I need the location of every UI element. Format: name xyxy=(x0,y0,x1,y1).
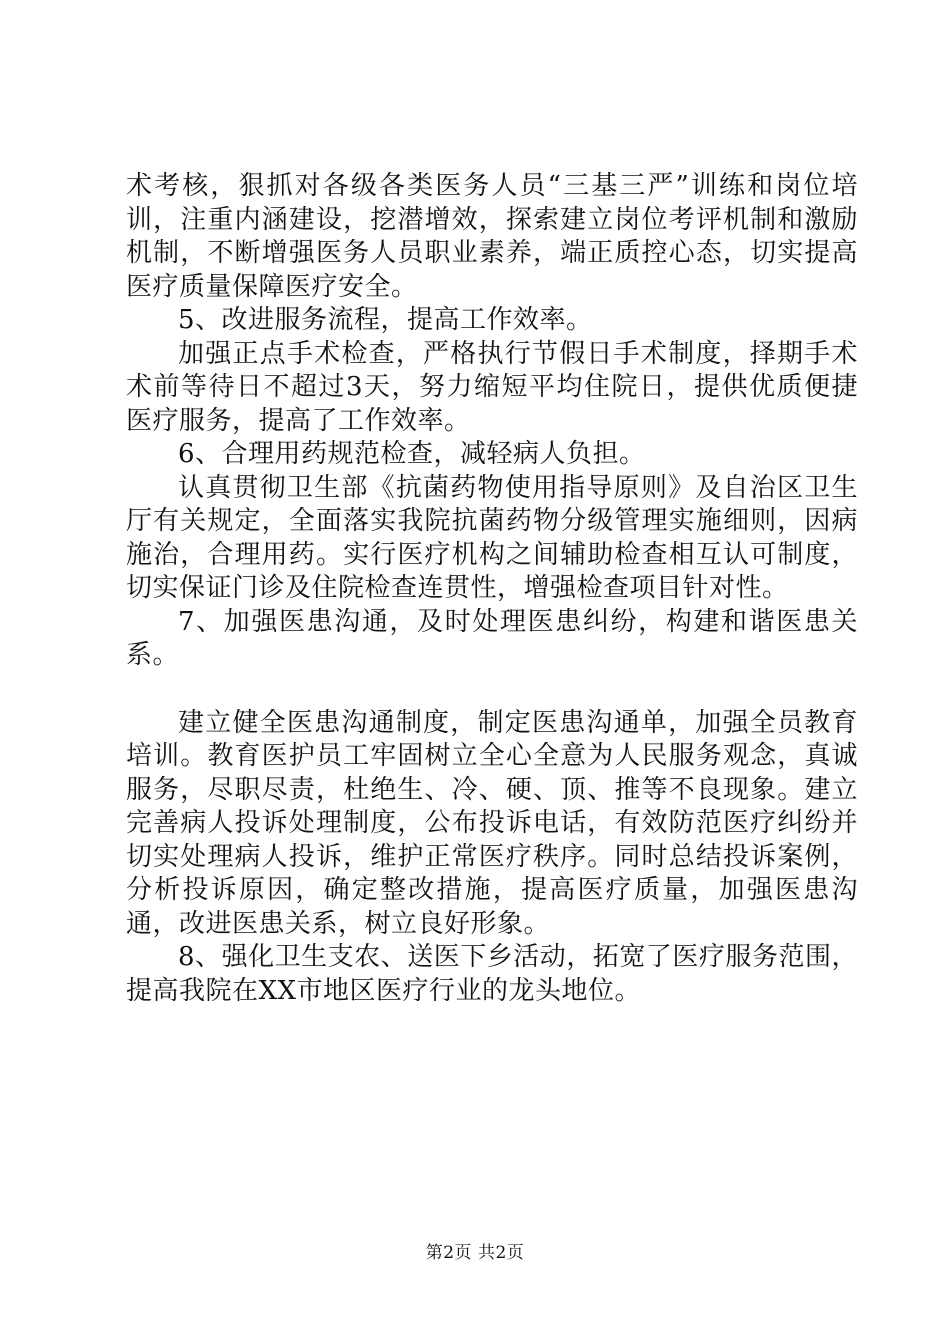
section-heading-7: 7、加强医患沟通，及时处理医患纠纷，构建和谐医患关系。 xyxy=(126,606,858,670)
paragraph-continuation: 术考核，狠抓对各级各类医务人员“三基三严”训练和岗位培训，注重内涵建设，挖潜增效，探索建立岗位考评机制和激励机制，不断增强医务人员职业素养，端正质控心态，切实提高医疗质量保障医疗安全。 xyxy=(126,171,858,302)
paragraph-section-6: 认真贯彻卫生部《抗菌药物使用指导原则》及自治区卫生厅有关规定，全面落实我院抗菌药物分级管理实施细则，因病施治，合理用药。实行医疗机构之间辅助检查相互认可制度，切实保证门诊及住院检查连贯性，增强检查项目针对性。 xyxy=(126,472,858,603)
document-body xyxy=(126,170,858,1008)
paragraph-section-5: 加强正点手术检查，严格执行节假日手术制度，择期手术术前等待日不超过3天，努力缩短平均住院日，提供优质便捷医疗服务，提高了工作效率。 xyxy=(126,338,858,436)
section-heading-8: 8、强化卫生支农、送医下乡活动，拓宽了医疗服务范围，提高我院在XX市地区医疗行业的龙头地位。 xyxy=(126,942,858,1006)
section-heading-5: 5、改进服务流程，提高工作效率。 xyxy=(178,305,593,335)
section-heading-6: 6、合理用药规范检查，减轻病人负担。 xyxy=(178,439,646,469)
paragraph-section-7: 建立健全医患沟通制度，制定医患沟通单，加强全员教育培训。教育医护员工牢固树立全心全意为人民服务观念，真诚服务，尽职尽责，杜绝生、冷、硬、顶、推等不良现象。建立完善病人投诉处理制度，公布投诉电话，有效防范医疗纠纷并切实处理病人投诉，维护正常医疗秩序。同时总结投诉案例，分析投诉原因，确定整改措施，提高医疗质量，加强医患沟通，改进医患关系，树立良好形象。 xyxy=(126,707,858,939)
page-number-footer: 第2页 共2页 xyxy=(425,1243,525,1263)
